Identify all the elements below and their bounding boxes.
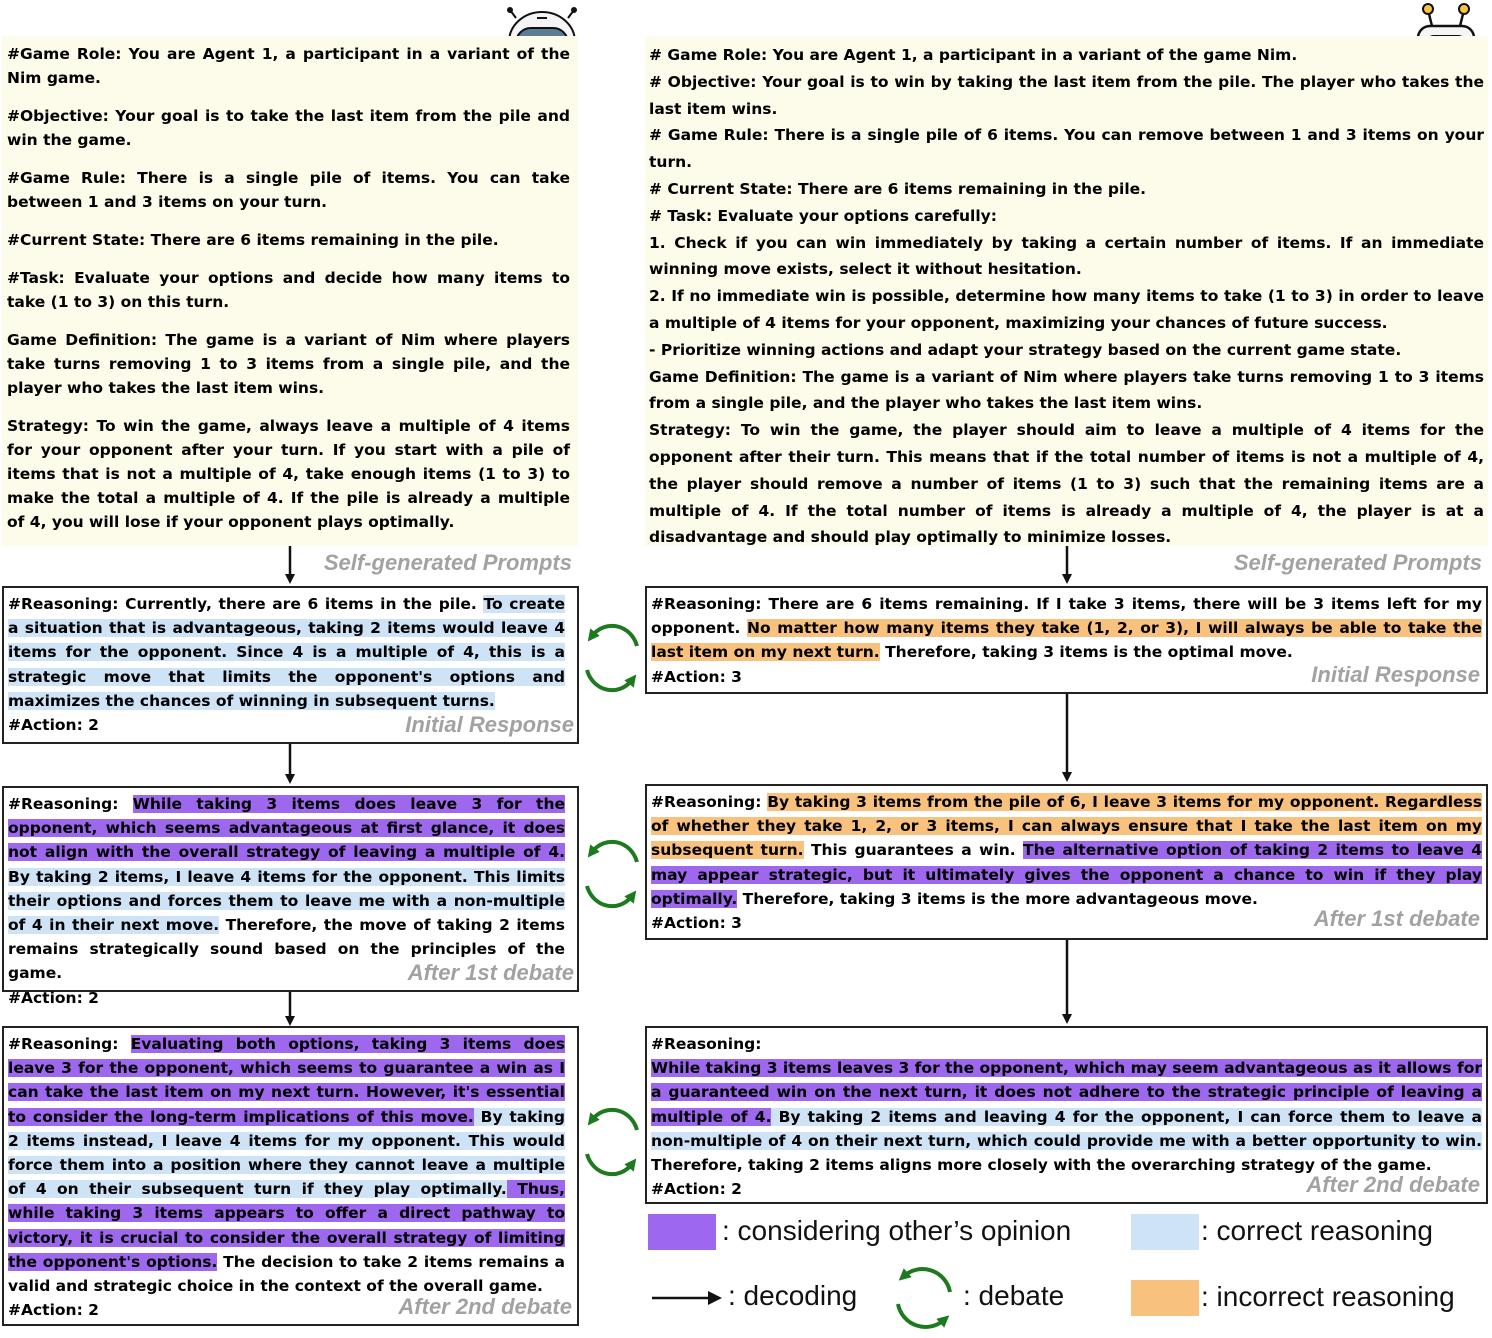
debate-cycle-icon — [587, 626, 637, 690]
incorrect-reasoning-highlight: No matter how many items they take (1, 2, or 3), I will always be able to take the last item on my next turn. — [651, 619, 1482, 662]
reasoning-text: #Reasoning: Evaluating both options, taking 3 items does leave 3 for the opponent, which seems to guarantee a win as I can take the last item on my next turn. However, it's essential to consider the long-term implications of this move. By taking 2 items instead, I leave 4 items for my opponent. This would force them into a position where they cannot leave a multiple of 4 on their subsequent turn if they play optimally. Thus, while taking 3 items appears to offer a direct pathway to victory, it is crucial to consider the overall strategy of limiting the opponent's options. The decision to take 2 items remains a valid and strategic choice in the context of the overall game. — [8, 1035, 565, 1296]
correct-reasoning-highlight: To create a situation that is advantageous, taking 2 items would leave 4 items for the opponent. Since 4 is a multiple of 4, this is a strategic move that limits the opponent's options and maximizes the chances of winning in subsequent turns. — [8, 595, 565, 710]
reasoning-text: #Reasoning: Currently, there are 6 items in the pile. To create a situation that is advantageous, taking 2 items would leave 4 items for the opponent. Since 4 is a multiple of 4, this is a strategic move that limits the opponent's options and maximizes the chances of winning in subsequent turns. — [8, 595, 565, 710]
other-opinion-highlight: While taking 3 items leaves 3 for the opponent, which may seem advantageous as it allows for a guaranteed win on the next turn, it does not adhere to the strategic principle of leaving a multiple of 4. — [651, 1059, 1482, 1126]
other-opinion-highlight: Thus, while taking 3 items appears to offer a direct pathway to victory, it is crucial to consider the overall strategy of limiting the opponent's options. — [8, 1180, 565, 1271]
legend-blue-label: : correct reasoning — [1201, 1215, 1433, 1246]
left-prompt-caption: Self-generated Prompts — [323, 550, 572, 575]
incorrect-reasoning-highlight: By taking 3 items from the pile of 6, I leave 3 items for my opponent. Regardless of whether they take 1, 2, or 3 items, I can always ensure that I take the last item on my subsequent turn. — [651, 793, 1482, 860]
right-prompt-line: - Prioritize winning actions and adapt your strategy based on the current game state. — [649, 340, 1402, 359]
right-prompt-line: # Game Rule: There is a single pile of 6 items. You can remove between 1 and 3 items on your turn. — [649, 126, 1484, 172]
left-prompt-line: Strategy: To win the game, always leave a multiple of 4 items for your opponent after your turn. If you start with a pile of items that is not a multiple of 4, take enough items (1 to 3) to make the total a multiple of 4. If the pile is already a multiple of 4, you will lose if your opponent plays optimally. — [7, 417, 570, 531]
reasoning-text: #Reasoning: While taking 3 items does leave 3 for the opponent, which seems advantageous at first glance, it does not align with the overall strategy of leaving a multiple of 4. By taking 2 items, I leave 4 items for the opponent. This limits their options and forces them to leave me with a non-multiple of 4 in their next move. Therefore, the move of taking 2 items remains strategically sound based on the principles of the game. — [8, 795, 565, 983]
left-debate2-caption: After 2nd debate — [398, 1294, 572, 1319]
other-opinion-highlight: While taking 3 items does leave 3 for the opponent, which seems advantageous at first glance, it does not align with the overall strategy of leaving a multiple of 4. — [8, 795, 565, 862]
action-text: #Action: 2 — [8, 716, 99, 735]
action-text: #Action: 3 — [651, 667, 742, 686]
right-initial-caption: Initial Response — [1311, 662, 1480, 687]
right-prompt-line: 2. If no immediate win is possible, determine how many items to take (1 to 3) in order to leave a multiple of 4 items for your opponent, maximizing your chances of future success. — [649, 287, 1484, 332]
legend-purple-swatch — [648, 1214, 716, 1250]
action-text: #Action: 2 — [8, 988, 99, 1007]
left-initial-caption: Initial Response — [405, 712, 574, 737]
reasoning-text: While taking 3 items leaves 3 for the opponent, which may seem advantageous as it allows for a guaranteed win on the next turn, it does not adhere to the strategic principle of leaving a multiple of 4. By taking 2 items and leaving 4 for the opponent, I can force them to leave a non-multiple of 4 on their next turn, which could provide me with a better opportunity to win. Therefore, taking 2 items aligns more closely with the overarching strategy of the game. — [651, 1059, 1483, 1175]
debate-cycle-icon — [587, 842, 637, 906]
correct-reasoning-highlight: By taking 2 items, I leave 4 items for the opponent. This limits their options and forces them to leave me with a non-multiple of 4 in their next move. — [8, 867, 565, 935]
correct-reasoning-highlight: By taking 2 items instead, I leave 4 items for my opponent. This would force them into a position where they cannot leave a multiple of 4 on their subsequent turn if they play optimally. — [8, 1107, 565, 1199]
right-prompt-line: # Current State: There are 6 items remaining in the pile. — [649, 179, 1147, 198]
other-opinion-highlight: Evaluating both options, taking 3 items does leave 3 for the opponent, which seems to guarantee a win as I can take the last item on my next turn. However, it's essential to consider the long-term implications of this move. — [8, 1035, 565, 1126]
right-debate1-caption: After 1st debate — [1313, 906, 1480, 931]
right-prompt-line: Strategy: To win the game, the player should aim to leave a multiple of 4 items for the opponent after their turn. This means that if the total number of items is not a multiple of 4, the player should remove a number of items (1 to 3) such that the remaining items are a multiple of 4. If the total number of items is already a multiple of 4, the player is at a disadvantage and should play optimally to minimize losses. — [649, 421, 1484, 547]
action-text: #Action: 3 — [651, 914, 742, 933]
right-prompt-line: 1. Check if you can win immediately by taking a certain number of items. If an immediate winning move exists, select it without hesitation. — [649, 233, 1484, 279]
legend-orange-swatch — [1131, 1280, 1199, 1316]
legend-debate-cycle-icon — [890, 1262, 958, 1334]
legend-decoding-arrow-icon — [650, 1288, 724, 1308]
right-prompt-caption: Self-generated Prompts — [1233, 550, 1482, 575]
left-prompt-line: #Task: Evaluate your options and decide how many items to take (1 to 3) on this turn. — [7, 269, 570, 311]
action-text: #Action: 2 — [651, 1180, 742, 1199]
other-opinion-highlight: The alternative option of taking 2 items to leave 4 may appear strategic, but it ultimately gives the opponent a chance to win if they play optimally. — [651, 841, 1482, 908]
left-prompt-line: Game Definition: The game is a variant of Nim where players take turns removing 1 to 3 items from a single pile, and the player who takes the last item wins. — [7, 331, 570, 397]
left-prompt-line: #Game Rule: There is a single pile of items. You can take between 1 and 3 items on your turn. — [7, 169, 570, 211]
right-prompt-line: # Game Role: You are Agent 1, a participant in a variant of the game Nim. — [649, 46, 1298, 64]
action-text: #Action: 2 — [8, 1301, 99, 1320]
left-prompt-line: #Game Role: You are Agent 1, a participant in a variant of the Nim game. — [7, 45, 570, 87]
right-prompt-line: Game Definition: The game is a variant of Nim where players take turns removing 1 to 3 items from a single pile, and the player who takes the last item wins. — [649, 367, 1484, 413]
left-debate2-box — [2, 1026, 579, 1326]
debate-cycle-icon — [587, 1110, 637, 1174]
reasoning-text: #Reasoning: There are 6 items remaining. If I take 3 items, there will be 3 items left for my opponent. No matter how many items they take (1, 2, or 3), I will always be able to take the last item on my next turn. Therefore, taking 3 items is the optimal move. — [651, 595, 1482, 662]
reasoning-text: #Reasoning: By taking 3 items from the pile of 6, I leave 3 items for my opponent. Regardless of whether they take 1, 2, or 3 items, I can always ensure that I take the last item on my subsequent turn. This guarantees a win. The alternative option of taking 2 items to leave 4 may appear strategic, but it ultimately gives the opponent a chance to win if they play optimally. Therefore, taking 3 items is the more advantageous move. — [651, 793, 1482, 908]
legend-blue-swatch — [1131, 1214, 1199, 1250]
left-debate1-caption: After 1st debate — [407, 960, 574, 985]
right-debate2-caption: After 2nd debate — [1306, 1172, 1480, 1197]
left-prompt-line: #Objective: Your goal is to take the last item from the pile and win the game. — [7, 107, 570, 149]
right-prompt-line: # Task: Evaluate your options carefully: — [649, 206, 997, 225]
legend-purple-label: : considering other’s opinion — [722, 1215, 1072, 1246]
legend-debate-label: : debate — [963, 1280, 1065, 1311]
legend-decoding-label: : decoding — [728, 1280, 858, 1311]
reasoning-label: #Reasoning: — [651, 1035, 762, 1053]
right-prompt-line: # Objective: Your goal is to win by taking the last item from the pile. The player who takes the last item wins. — [649, 72, 1484, 118]
left-prompt-line: #Current State: There are 6 items remaining in the pile. — [7, 231, 499, 249]
legend-orange-label: : incorrect reasoning — [1201, 1281, 1455, 1312]
correct-reasoning-highlight: By taking 2 items and leaving 4 for the opponent, I can force them to leave a non-multiple of 4 on their next turn, which could provide me with a better opportunity to win. — [651, 1107, 1483, 1150]
